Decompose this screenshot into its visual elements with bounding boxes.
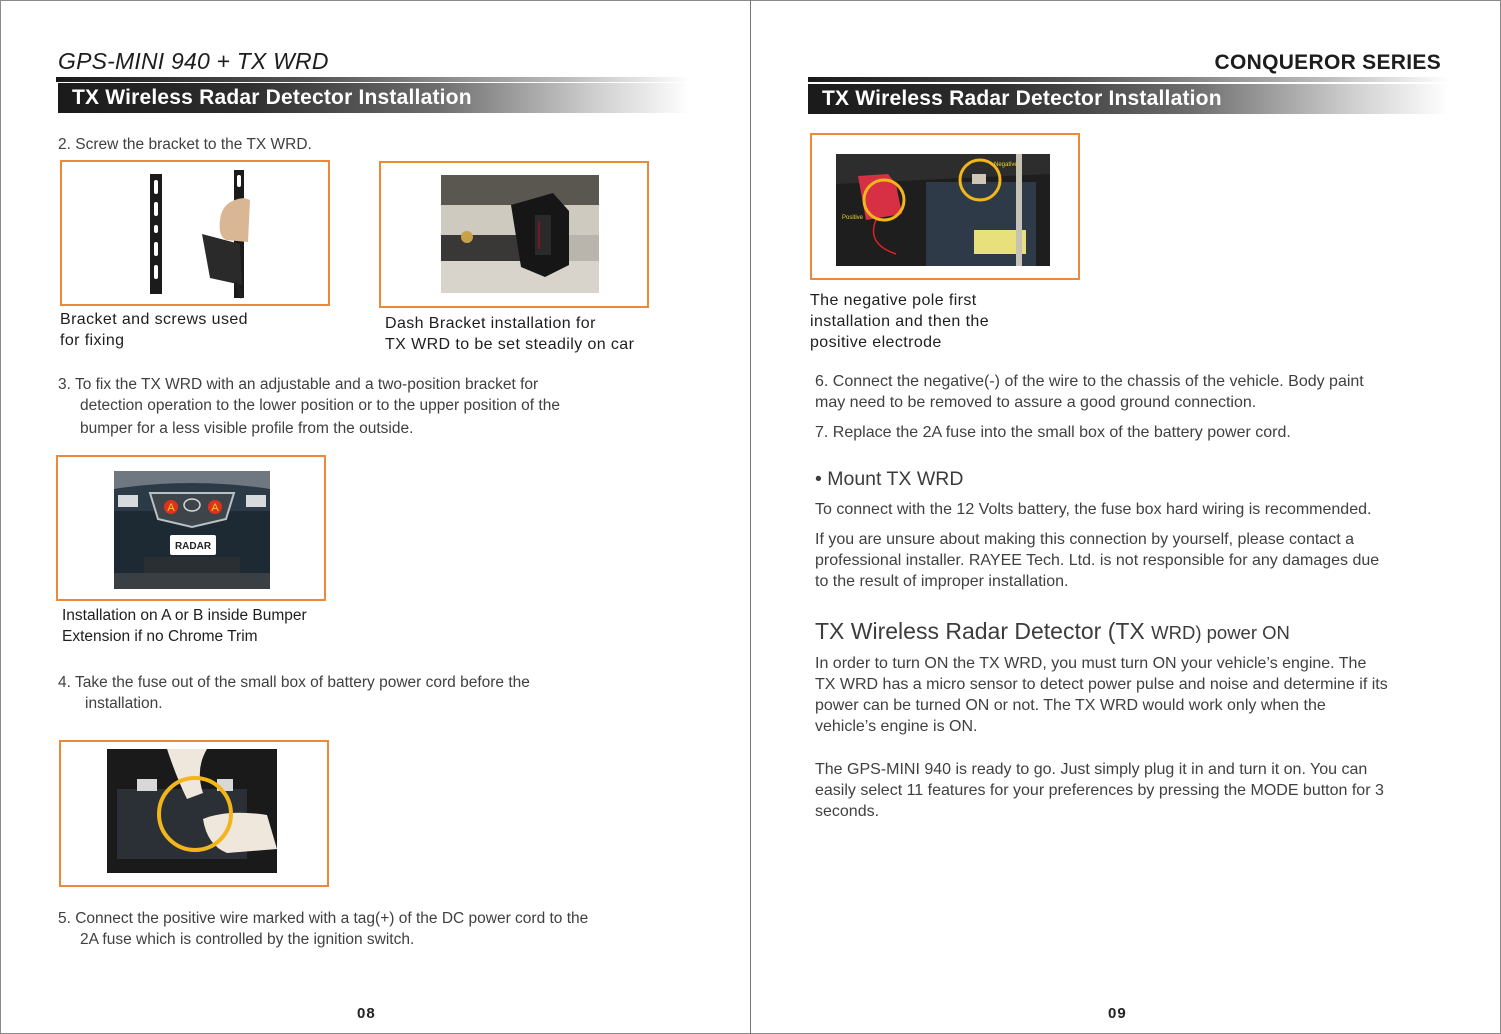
negative-label: Negative xyxy=(994,162,1018,168)
section-title-bar: TX Wireless Radar Detector Installation xyxy=(808,84,1448,114)
power-on-heading xyxy=(815,618,1290,645)
fuse-removal-photo xyxy=(107,749,277,873)
caption-line: Installation on A or B inside Bumper xyxy=(62,607,307,624)
text-line: 3. To fix the TX WRD with an adjustable and a two-position bracket for xyxy=(58,376,539,393)
svg-text:A: A xyxy=(167,502,175,514)
text-line: 2A fuse which is controlled by the ignition switch. xyxy=(80,931,415,948)
document-title: GPS-MINI 940 + TX WRD xyxy=(58,48,329,74)
text-line: to the result of improper installation. xyxy=(815,573,1069,590)
header-rule xyxy=(808,77,1450,82)
section-title-bar: TX Wireless Radar Detector Installation xyxy=(58,83,690,113)
text-line: bumper for a less visible profile from the outside. xyxy=(80,420,414,437)
text-line: installation. xyxy=(85,695,163,712)
text-line: 4. Take the fuse out of the small box of battery power cord before the xyxy=(58,674,530,691)
figure-dash-bracket-caption xyxy=(385,313,634,355)
page-number-left: 08 xyxy=(357,1005,376,1022)
step-4-text xyxy=(58,672,658,714)
svg-text:RADAR: RADAR xyxy=(174,541,212,552)
caption-line: Dash Bracket installation for xyxy=(385,315,596,332)
figure-fuse-removal xyxy=(59,740,329,887)
figure-bumper-install xyxy=(56,455,326,601)
text-line: professional installer. RAYEE Tech. Ltd. is not responsible for any damages due xyxy=(815,552,1380,569)
text-line: vehicle’s engine is ON. xyxy=(815,718,978,735)
text-line: seconds. xyxy=(815,803,880,820)
heading-small: WRD) power ON xyxy=(1151,622,1290,643)
step-6-text xyxy=(815,371,1465,413)
text-line: easily select 11 features for your preferences by pressing the MODE button for 3 xyxy=(815,782,1384,799)
power-on-paragraph xyxy=(815,653,1465,737)
text-line: detection operation to the lower position or to the upper position of the xyxy=(80,397,560,414)
car-front-photo xyxy=(114,471,270,589)
figure-bumper-caption xyxy=(62,605,307,647)
step-5-text xyxy=(58,908,698,950)
step-3-text xyxy=(58,374,658,439)
series-title: CONQUEROR SERIES xyxy=(1214,51,1441,74)
page-spine xyxy=(750,0,751,1034)
text-line: TX WRD has a micro sensor to detect power pulse and noise and determine if its xyxy=(815,676,1388,693)
ready-paragraph xyxy=(815,759,1465,822)
dash-bracket-photo xyxy=(441,175,599,293)
caption-line: positive electrode xyxy=(810,334,942,351)
text-line: 6. Connect the negative(-) of the wire to the chassis of the vehicle. Body paint xyxy=(815,373,1364,390)
text-line: 5. Connect the positive wire marked with a tag(+) of the DC power cord to the xyxy=(58,910,589,927)
caption-line: installation and then the xyxy=(810,313,990,330)
positive-label: Positive xyxy=(842,215,864,221)
text-line: If you are unsure about making this connection by yourself, please contact a xyxy=(815,531,1354,548)
figure-battery-poles xyxy=(810,133,1080,280)
text-line: may need to be removed to assure a good ground connection. xyxy=(815,394,1257,411)
caption-line: The negative pole first xyxy=(810,292,977,309)
text-line: The GPS-MINI 940 is ready to go. Just simply plug it in and turn it on. You can xyxy=(815,761,1368,778)
caption-line: Extension if no Chrome Trim xyxy=(62,628,258,645)
heading-main: TX Wireless Radar Detector (TX xyxy=(815,618,1145,644)
bracket-photo xyxy=(132,170,262,300)
step-2-text: 2. Screw the bracket to the TX WRD. xyxy=(58,136,312,153)
caption-line: Bracket and screws used xyxy=(60,311,248,328)
step-7-text: 7. Replace the 2A fuse into the small box of the battery power cord. xyxy=(815,424,1291,441)
figure-dash-bracket xyxy=(379,161,649,308)
page-number-right: 09 xyxy=(1108,1005,1127,1022)
caption-line: TX WRD to be set steadily on car xyxy=(385,336,635,353)
text-line: In order to turn ON the TX WRD, you must turn ON your vehicle’s engine. The xyxy=(815,655,1367,672)
figure-battery-caption xyxy=(810,290,989,353)
mount-heading: • Mount TX WRD xyxy=(815,468,964,490)
text-line: power can be turned ON or not. The TX WRD would work only when the xyxy=(815,697,1326,714)
battery-photo xyxy=(836,154,1050,266)
caption-line: for fixing xyxy=(60,332,125,349)
header-rule xyxy=(56,77,691,82)
mount-paragraph-1: To connect with the 12 Volts battery, the fuse box hard wiring is recommended. xyxy=(815,501,1372,518)
mount-paragraph-2 xyxy=(815,529,1465,592)
figure-bracket-caption xyxy=(60,309,248,351)
figure-bracket-screws xyxy=(60,160,330,306)
svg-text:A: A xyxy=(211,502,219,514)
